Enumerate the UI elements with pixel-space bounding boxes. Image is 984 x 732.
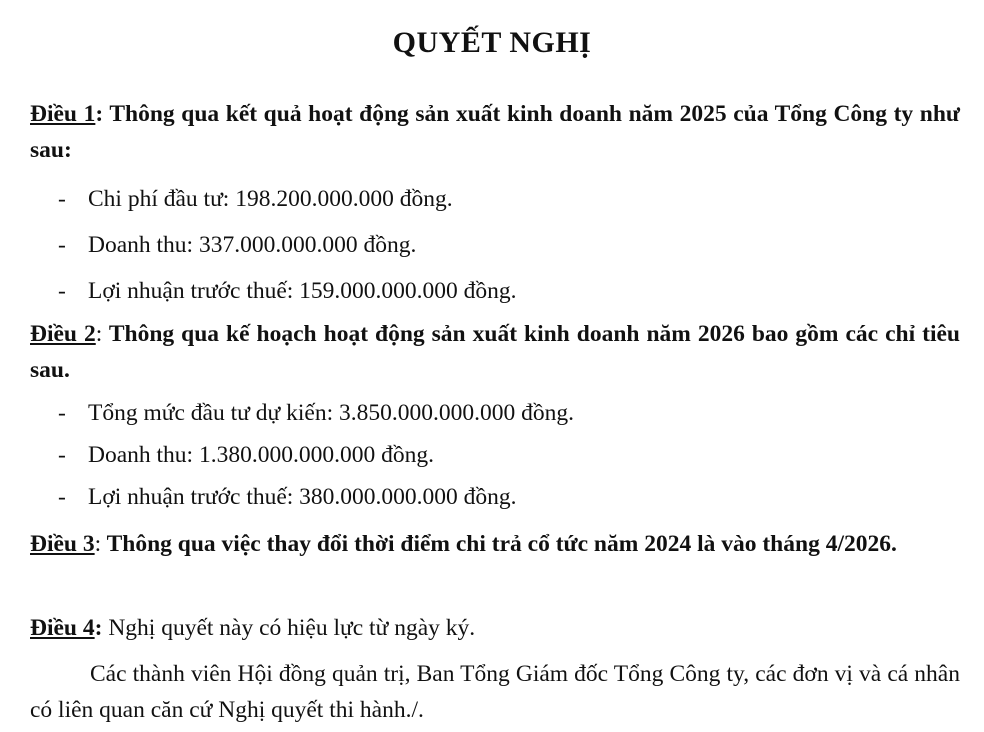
closing-paragraph xyxy=(30,656,960,728)
article-2-item xyxy=(58,440,958,470)
article-3-text: Thông qua việc thay đổi thời điểm chi trả cổ tức năm 2024 là vào tháng 4/2026. xyxy=(101,531,897,557)
article-1-item-text: Lợi nhuận trước thuế: 159.000.000.000 đồng. xyxy=(88,278,517,304)
bullet-dash: - xyxy=(58,400,66,426)
article-4-text: Nghị quyết này có hiệu lực từ ngày ký. xyxy=(102,615,476,641)
article-1-item-text: Doanh thu: 337.000.000.000 đồng. xyxy=(88,232,417,258)
document-title: QUYẾT NGHỊ xyxy=(392,26,592,59)
article-2-label: Điều 2 xyxy=(30,321,96,347)
article-2-item-text: Doanh thu: 1.380.000.000.000 đồng. xyxy=(88,442,434,468)
article-2-colon: : xyxy=(95,321,103,347)
article-2-item xyxy=(58,482,958,512)
bullet-dash: - xyxy=(58,186,66,212)
article-1 xyxy=(30,96,960,168)
article-3-label: Điều 3 xyxy=(30,531,95,557)
bullet-dash: - xyxy=(58,232,66,258)
article-2-item-text: Lợi nhuận trước thuế: 380.000.000.000 đồng. xyxy=(88,484,517,510)
article-1-text: Thông qua kết quả hoạt động sản xuất kinh doanh năm 2025 của Tổng Công ty như sau: xyxy=(30,101,961,163)
article-3-colon: : xyxy=(94,531,102,557)
article-2-item xyxy=(58,398,958,428)
article-4 xyxy=(30,610,960,646)
article-4-colon: : xyxy=(94,615,103,641)
article-3 xyxy=(30,526,960,562)
article-1-colon: : xyxy=(95,101,104,127)
article-1-item xyxy=(58,230,958,260)
article-2-item-text: Tổng mức đầu tư dự kiến: 3.850.000.000.000 đồng. xyxy=(88,400,574,426)
article-2-text: Thông qua kế hoạch hoạt động sản xuất kinh doanh năm 2026 bao gồm các chỉ tiêu sau. xyxy=(30,321,960,383)
article-2 xyxy=(30,316,960,388)
bullet-dash: - xyxy=(58,442,66,468)
article-1-item xyxy=(58,276,958,306)
article-1-item xyxy=(58,184,958,214)
article-4-label: Điều 4 xyxy=(30,615,95,641)
article-1-label: Điều 1 xyxy=(30,101,96,127)
bullet-dash: - xyxy=(58,484,66,510)
bullet-dash: - xyxy=(58,278,66,304)
article-1-item-text: Chi phí đầu tư: 198.200.000.000 đồng. xyxy=(88,186,453,212)
closing-text: Các thành viên Hội đồng quản trị, Ban Tổng Giám đốc Tổng Công ty, các đơn vị và cá nhân có liên quan căn cứ Nghị quyết thi hành./. xyxy=(30,661,960,723)
